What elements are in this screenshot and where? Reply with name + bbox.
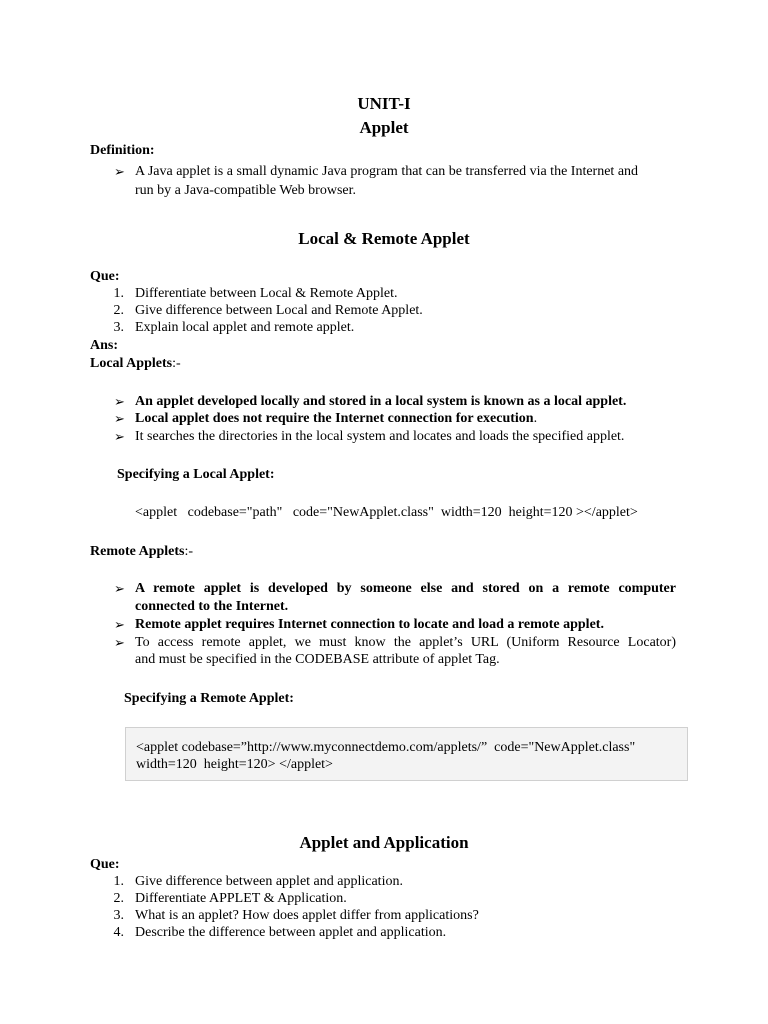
local-applets-suffix: :- xyxy=(172,356,181,371)
bullet-arrow-icon: ➢ xyxy=(114,164,125,179)
local-point-text: Local applet does not require the Internet connection for execution xyxy=(135,411,534,426)
remote-point-line: A remote applet is developed by someone else and stored on a remote computer xyxy=(135,581,676,596)
ans-label: Ans: xyxy=(90,338,119,353)
bullet-arrow-icon: ➢ xyxy=(114,394,125,409)
question-item: Differentiate APPLET & Application. xyxy=(135,891,347,906)
bullet-arrow-icon: ➢ xyxy=(114,411,125,426)
specifying-remote-label: Specifying a Remote Applet: xyxy=(124,691,294,706)
question-item: Give difference between Local and Remote Applet. xyxy=(135,303,423,318)
bullet-arrow-icon: ➢ xyxy=(114,635,125,650)
que-label: Que: xyxy=(90,857,120,872)
unit-title: UNIT-I xyxy=(357,94,411,113)
local-point: It searches the directories in the local system and locates and loads the specified applet. xyxy=(135,429,625,444)
local-point-period: . xyxy=(533,411,538,426)
bullet-arrow-icon: ➢ xyxy=(114,617,125,632)
bullet-arrow-icon: ➢ xyxy=(114,429,125,444)
list-number: 1. xyxy=(113,874,124,889)
question-item: Differentiate between Local & Remote Applet. xyxy=(135,286,398,301)
list-number: 1. xyxy=(113,286,124,301)
remote-applets-label: Remote Applets xyxy=(90,544,185,559)
remote-code-line: <applet codebase=”http://www.myconnectdemo.com/applets/” code="NewApplet.class" xyxy=(136,740,636,755)
remote-applets-suffix: :- xyxy=(184,544,194,559)
list-number: 2. xyxy=(113,303,124,318)
local-point xyxy=(135,410,537,427)
remote-code-line: width=120 height=120> </applet> xyxy=(136,757,333,772)
question-item: Give difference between applet and application. xyxy=(135,874,403,889)
question-item: Describe the difference between applet and application. xyxy=(135,925,447,940)
remote-point: Remote applet requires Internet connection to locate and load a remote applet. xyxy=(135,617,604,632)
section-heading-applet-application: Applet and Application xyxy=(299,833,469,852)
local-applet-code: <applet codebase="path" code="NewApplet.class" width=120 height=120 ></applet> xyxy=(135,505,638,520)
definition-line-1: A Java applet is a small dynamic Java program that can be transferred via the Internet and xyxy=(135,164,639,179)
question-item: What is an applet? How does applet differ from applications? xyxy=(135,908,479,923)
local-applets-label: Local Applets xyxy=(90,356,173,371)
remote-point-line: To access remote applet, we must know the applet’s URL (Uniform Resource Locator) xyxy=(135,635,676,650)
list-number: 2. xyxy=(113,891,124,906)
topic-title: Applet xyxy=(359,118,409,137)
section-heading-local-remote: Local & Remote Applet xyxy=(298,229,470,248)
que-label: Que: xyxy=(90,269,120,284)
local-applets-heading xyxy=(90,355,181,372)
definition-label: Definition: xyxy=(90,143,155,158)
remote-point-line: connected to the Internet. xyxy=(135,599,289,614)
list-number: 3. xyxy=(113,320,124,335)
local-point: An applet developed locally and stored in a local system is known as a local applet. xyxy=(135,394,627,409)
list-number: 3. xyxy=(113,908,124,923)
question-item: Explain local applet and remote applet. xyxy=(135,320,355,335)
list-number: 4. xyxy=(113,925,124,940)
definition-line-2: run by a Java-compatible Web browser. xyxy=(135,183,356,198)
specifying-local-label: Specifying a Local Applet: xyxy=(117,467,275,482)
remote-point-line: and must be specified in the CODEBASE attribute of applet Tag. xyxy=(135,652,500,667)
remote-applets-heading xyxy=(90,543,193,560)
bullet-arrow-icon: ➢ xyxy=(114,581,125,596)
